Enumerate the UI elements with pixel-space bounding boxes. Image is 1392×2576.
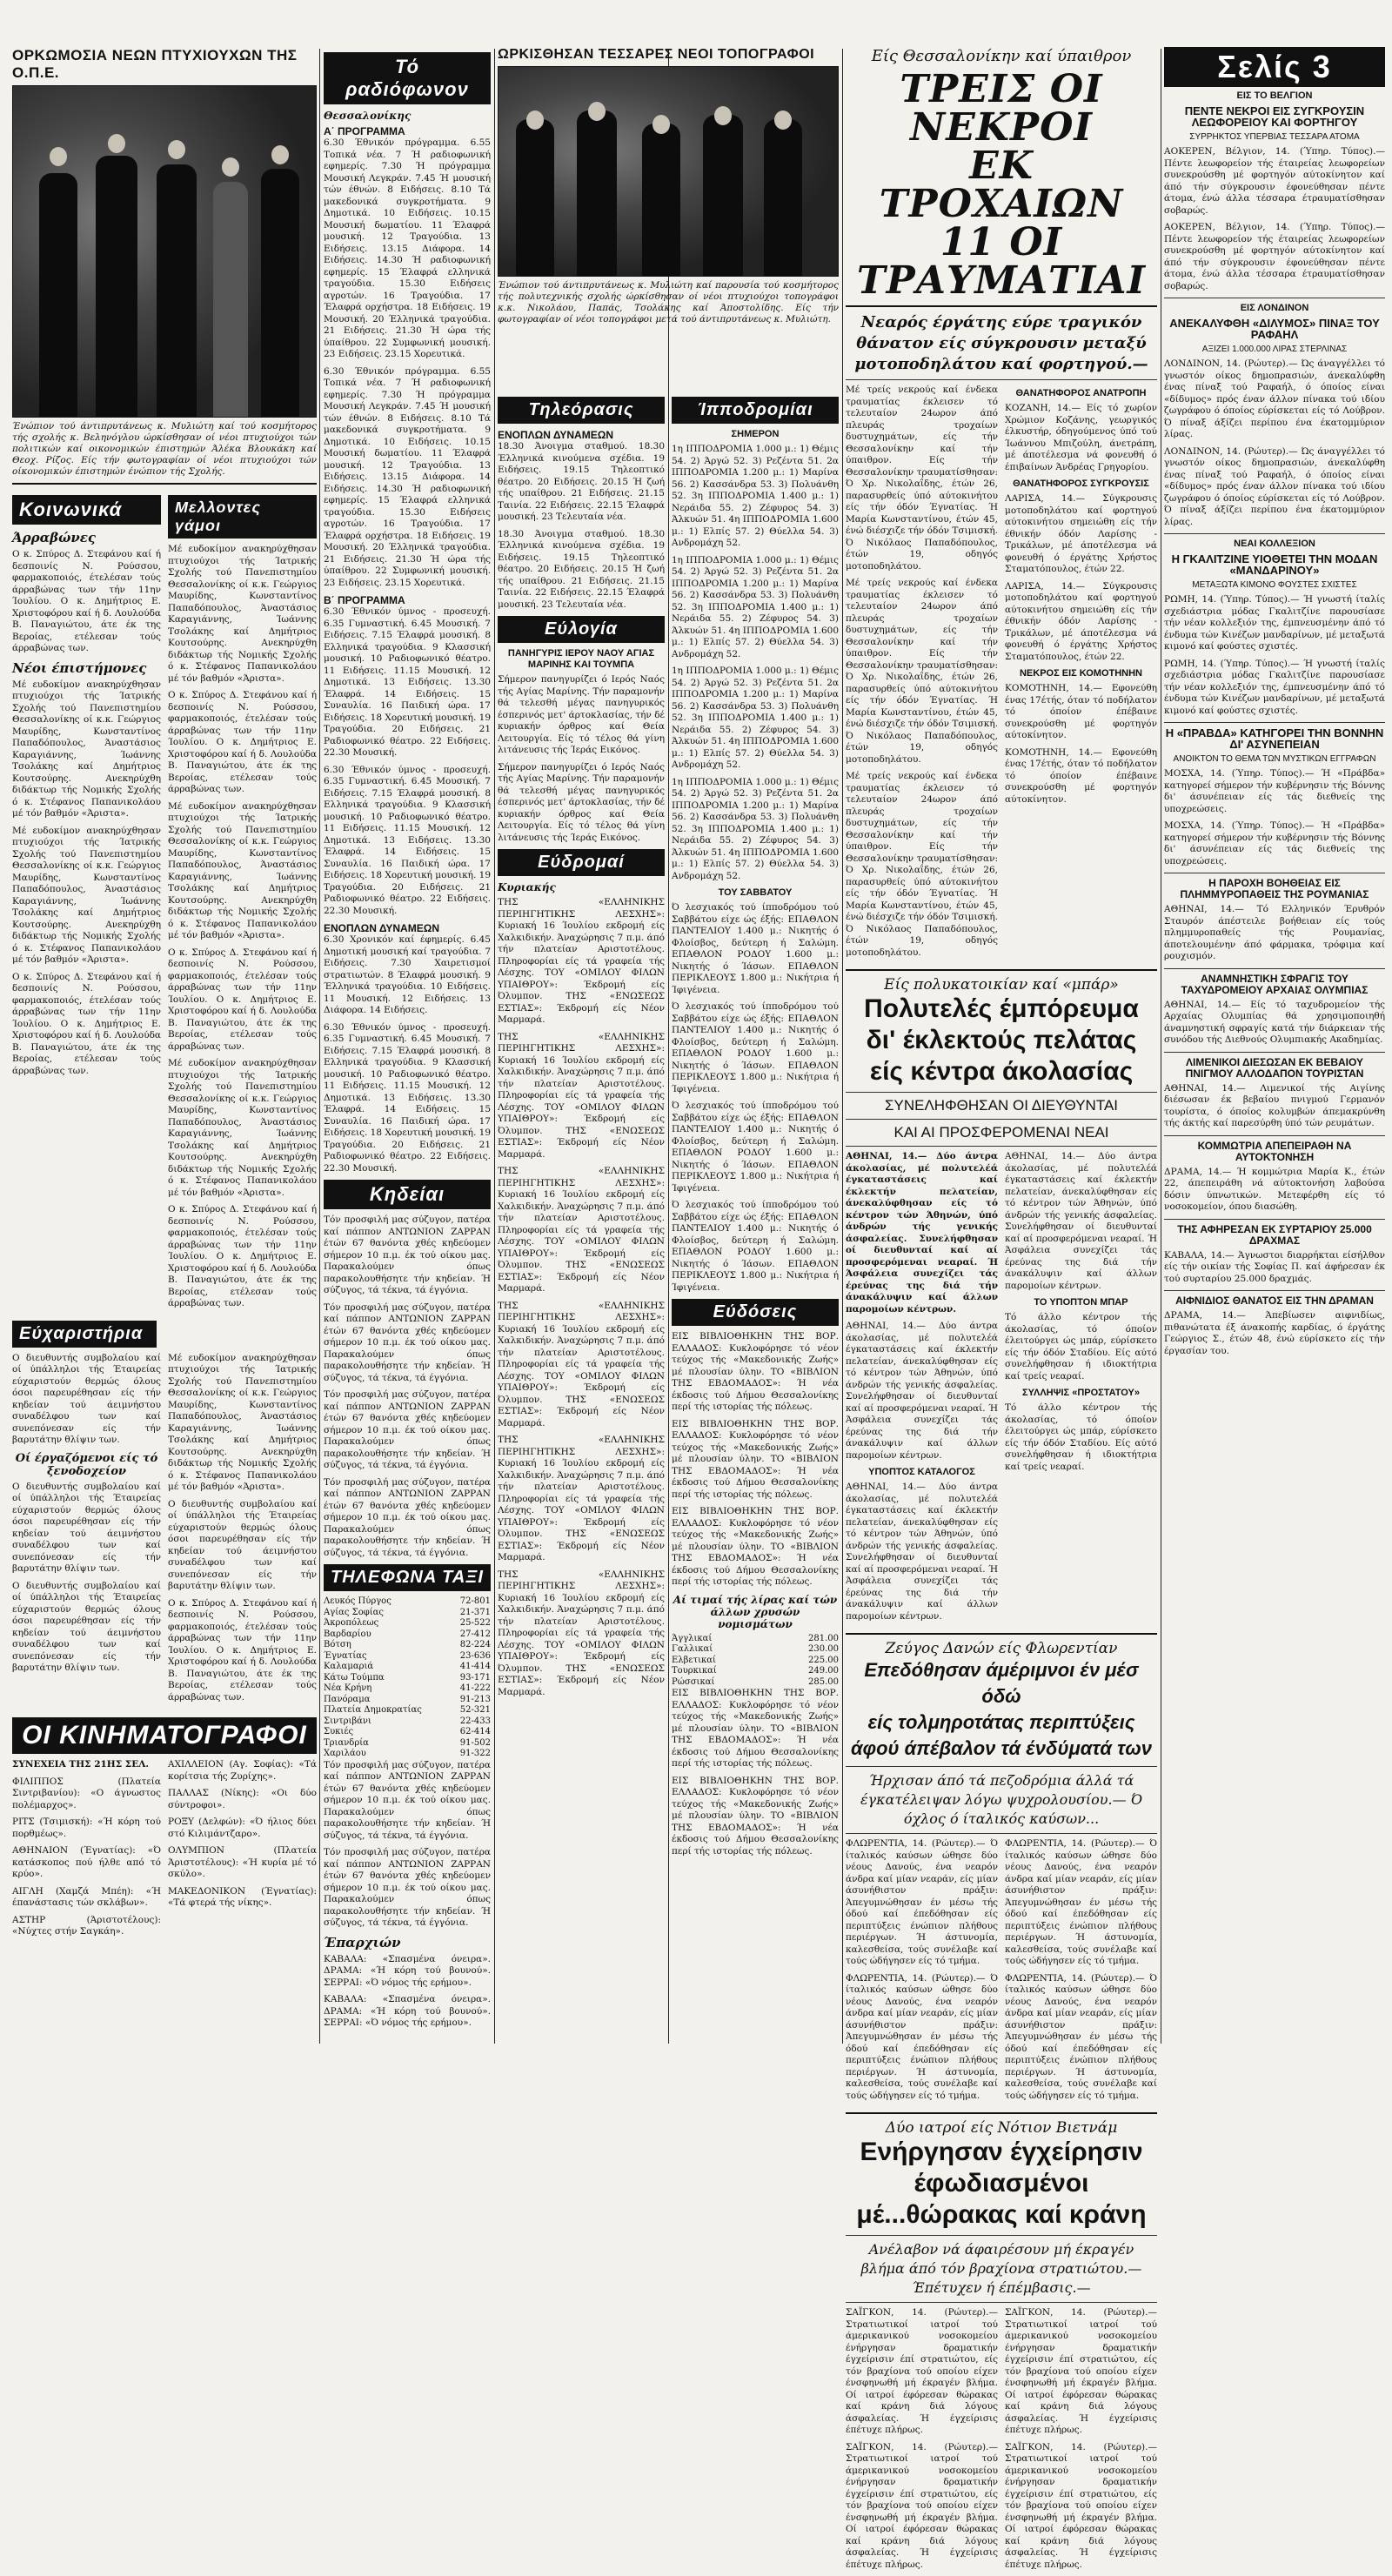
article-text: ΦΛΩΡΕΝΤΙΑ, 14. (Ρώυτερ).— Ό ίταλικός καύσων ώθησε δύο νέους Δανούς, ένα νεαρόν άνδρα καί μίαν νεαράν, είς μίαν άσυνήθιστον πράξιν: Άπεγυμνώθησαν έν μέσω τής όδού καί έπεδόθησαν είς περιπτύξεις ένώπιον πλήθους περιέργων. Ή άστυνομία, καλεσθείσα, τούς συνέλαβε καί τούς ώδήγησεν είς τό τμήμα.: [846, 1972, 998, 2101]
story-title: ΥΠΟΠΤΟΣ ΚΑΤΑΛΟΓΟΣ: [868, 1467, 975, 1477]
cinema-entry: ΦΙΛΙΠΠΟΣ (Πλατεία Σιντριβανίου): «Ο άγνωστος πολέμαρχος».: [12, 1776, 161, 1810]
story-title: ΚΟΜΜΩΤΡΙΑ ΑΠΕΠΕΙΡΑΘΗ ΝΑ ΑΥΤΟΚΤΟΝΗΣΗ: [1197, 1139, 1352, 1163]
cinema-entry: ΑΣΤΗΡ (Άριστοτέλους): «Νύχτες στήν Σαγκάη».: [12, 1914, 161, 1937]
ceremony-photo: [12, 85, 317, 418]
phone-row: [324, 1683, 491, 1695]
phone-row: [324, 1618, 491, 1629]
phone-row: [324, 1673, 491, 1684]
phone-number: 23-636: [459, 1650, 491, 1661]
story-title: ΝΕΚΡΟΣ ΕΙΣ ΚΟΜΟΤΗΝΗΝ: [1019, 668, 1143, 679]
article-text: Τό άλλο κέντρον τής άκολασίας, τό όποίον έλειτούργει ώς μπάρ, εύρίσκετο είς τήν όδόν Σταδίου. Είς αύτό συνελήφθησαν ή ιδιοκτήτρια καί τρείς νεαραί.: [1005, 1312, 1157, 1382]
headline-line: έφωδιασμένοι: [914, 2169, 1089, 2198]
column-rule: [319, 49, 320, 2044]
program-title: ΕΝΟΠΛΩΝ ΔΥΝΑΜΕΩΝ: [324, 922, 440, 934]
phone-number: 27-412: [459, 1629, 491, 1639]
phone-name: Λευκός Πύργος: [324, 1596, 392, 1606]
obituary-text: Τόν προσφιλή μας σύζυγον, πατέρα καί πάππον ΑΝΤΩΝΙΟΝ ΖΑΡΡΑΝ έτών 67 θανόντα χθές κηδεύομεν σήμερον 10 π.μ. έκ τού οίκου μας. Παρακαλούμεν όπως παρακολουθήσητε τήν κηδείαν. Ή σύζυγος, τά τέκνα, τά έγγόνια.: [324, 1476, 491, 1558]
obituary-text: Τόν προσφιλή μας σύζυγον, πατέρα καί πάππον ΑΝΤΩΝΙΟΝ ΖΑΡΡΑΝ έτών 67 θανόντα χθές κηδεύομεν σήμερον 10 π.μ. έκ τού οίκου μας. Παρακαλούμεν όπως παρακολουθήσητε τήν κηδείαν. Ή σύζυγος, τά τέκνα, τά έγγόνια.: [324, 1759, 491, 1841]
article-text: ΑΟΚΕΡΕΝ, Βέλγιον, 14. (Ύπηρ. Τύπος).— Πέντε λεωφορείον τής έταιρείας λεωφορείων συνεκρούσθη μέ φορτηγόν αύτοκίνητον καί άπό τήν σύγκρουσιν έφονεύθησαν πέντε άτομα, ένώ άλλα τέσσαρα έτραυματίσθησαν σοβαρώς.: [1164, 146, 1385, 216]
article-text: ΜΟΣΧΑ, 14. (Ύπηρ. Τύπος).— Ή «Πράβδα» κατηγορεί σήμερον τήν κυβέρνησιν τής Βόννης δι' άσυνέπειαν είς τάς διεθνείς της υποχρεώσεις.: [1164, 768, 1385, 814]
phone-number: 91-322: [459, 1749, 491, 1758]
excursion-text: ΤΗΣ «ΕΛΛΗΝΙΚΗΣ ΠΕΡΙΗΓΗΤΙΚΗΣ ΛΕΣΧΗΣ»: Κυριακή 16 Ίουλίου εκδρομή είς Χαλκιδικήν. Άναχώρησις 7 π.μ. άπό τήν πλατείαν Αριστοτέλους. Πληροφορίαι είς τά γραφεία τής Λέσχης. ΤΟΥ «ΟΜΙΛΟΥ ΦΙΛΩΝ ΥΠΑΙΘΡΟΥ»: Έκδρομή είς Όλυμπον. ΤΗΣ «ΕΝΩΣΕΩΣ ΕΣΤΙΑΣ»: Έκδρομή είς Νέον Μαρμαρά.: [498, 1031, 665, 1160]
phone-row: [324, 1738, 491, 1750]
story-subhead: Ανέλαβον νά άφαιρέσουν μή έκραγέν βλήμα άπό τόν βραχίονα στρατιώτου.— Έπέτυχεν ή έπέμβασις.—: [860, 2241, 1142, 2296]
section-banner-ekdoseis: Εύδόσεις: [672, 1299, 839, 1326]
phone-name: Νέα Κρήνη: [324, 1683, 372, 1693]
phone-number: 52-321: [459, 1705, 491, 1715]
section-banner-koinonika: Κοινωνικά: [12, 495, 161, 525]
headline-line: Επεδόθησαν άμέριμνοι έν μέσ όδώ: [864, 1659, 1139, 1707]
excursion-text: ΤΗΣ «ΕΛΛΗΝΙΚΗΣ ΠΕΡΙΗΓΗΤΙΚΗΣ ΛΕΣΧΗΣ»: Κυριακή 16 Ίουλίου εκδρομή είς Χαλκιδικήν. Άναχώρησις 7 π.μ. άπό τήν πλατείαν Αριστοτέλους. Πληροφορίαι είς τά γραφεία τής Λέσχης. ΤΟΥ «ΟΜΙΛΟΥ ΦΙΛΩΝ ΥΠΑΙΘΡΟΥ»: Έκδρομή είς Όλυμπον. ΤΗΣ «ΕΝΩΣΕΩΣ ΕΣΤΙΑΣ»: Έκδρομή είς Νέον Μαρμαρά.: [498, 1569, 665, 1697]
story-title: ΑΝΑΜΝΗΣΤΙΚΗ ΣΦΡΑΓΙΣ ΤΟΥ ΤΑΧΥΔΡΟΜΕΙΟΥ ΑΡΧΑΙΑΣ ΟΛΥΜΠΙΑΣ: [1181, 972, 1369, 996]
publication-text: ΕΙΣ ΒΙΒΛΙΟΘΗΚΗΝ ΤΗΣ ΒΟΡ. ΕΛΛΑΔΟΣ: Κυκλοφόρησε τό νέον τεύχος τής «Μακεδονικής Ζωής» μέ πλουσίαν ύλην. ΤΟ «ΒΙΒΛΙΟΝ ΤΗΣ ΕΒΔΟΜΑΔΟΣ»: Ή νέα έκδοσις τού Δήμου Θεσσαλονίκης περί τής ιστορίας τής πόλεως.: [672, 1775, 839, 1857]
coin-name: Γαλλικαί: [672, 1644, 713, 1654]
section-banner-eyxaristiria: Εύχαριστήρια: [12, 1321, 157, 1348]
headline-line: Πολυτελές έμπόρευμα: [864, 994, 1139, 1023]
phone-number: 25-522: [459, 1618, 491, 1628]
phone-name: Τριανδρία: [324, 1737, 369, 1748]
coin-name: Άγγλικαί: [672, 1633, 713, 1643]
racing-text: Ό λεσχιακός τού ίπποδρόμου τού Σαββάτου είχε ώς έξής: ΕΠΑΘΛΟΝ ΠΑΝΤΕΛΙΟΥ 1.400 μ.: Νικητής ό Φλοίσβος, δεύτερη ή Σαλώμη. ΕΠΑΘΛΟΝ ΡΟΔΟΥ 1.600 μ.: Νικητής ό Ίάσων. ΕΠΑΘΛΟΝ ΠΕΡΙΚΛΕΟΥΣ 1.800 μ.: Νικήτρια ή Ίφιγένεια.: [672, 902, 839, 995]
price-row: [672, 1634, 839, 1645]
story-title: ΑΝΕΚΑΛΥΦΘΗ «ΔΙΛΥΜΟΣ» ΠΙΝΑΞ ΤΟΥ ΡΑΦΑΗΛ: [1169, 317, 1380, 341]
column-2: [324, 47, 491, 2042]
program-text: 6.30 Έθνικόν ύμνος - προσευχή. 6.35 Γυμναστική. 6.45 Μουσική. 7 Ειδήσεις. 7.15 Έλαφρά μουσική. 8 Ελληνικά τραγούδια. 9 Κλασσική μουσική. 10 Ραδιοφωνικό θέατρο. 11 Ειδήσεις. 11.15 Μουσική. 12 Δημοτικά. 13 Ειδήσεις. 13.30 Έλαφρά. 14 Ειδήσεις. 15 Συναυλία. 16 Παιδική ώρα. 17 Ειδήσεις. 18 Χορευτική μουσική. 19 Τραγούδια. 20 Ειδήσεις. 21 Ραδιοφωνικό θέατρο. 22 Ειδήσεις. 22.30 Μουσική.: [324, 1021, 491, 1174]
phone-name: Έγνατίας: [324, 1650, 367, 1661]
coin-name: Τουρκικαί: [672, 1666, 717, 1676]
story-title: ΠΕΝΤΕ ΝΕΚΡΟΙ ΕΙΣ ΣΥΓΚΡΟΥΣΙΝ ΛΕΩΦΟΡΕΙΟΥ ΚΑΙ ΦΟΡΤΗΓΟΥ: [1184, 104, 1365, 129]
phone-row: [324, 1629, 491, 1641]
program-text: 6.30 Έθνικόν ύμνος - προσευχή. 6.35 Γυμναστική. 6.45 Μουσική. 7 Ειδήσεις. 7.15 Έλαφρά μουσική. 8 Ελληνικά τραγούδια. 9 Κλασσική μουσική. 10 Ραδιοφωνικό θέατρο. 11 Ειδήσεις. 11.15 Μουσική. 12 Δημοτικά. 13 Ειδήσεις. 13.30 Έλαφρά. 14 Ειδήσεις. 15 Συναυλία. 16 Παιδική ώρα. 17 Ειδήσεις. 18 Χορευτική μουσική. 19 Τραγούδια. 20 Ειδήσεις. 21 Ραδιοφωνικό θέατρο. 22 Ειδήσεις. 22.30 Μουσική.: [324, 764, 491, 916]
column-1: [12, 47, 317, 2042]
story-subhead: ΣΥΝΕΛΗΦΘΗΣΑΝ ΟΙ ΔΙΕΥΘΥΝΤΑΙ: [884, 1097, 1118, 1114]
phone-number: 91-502: [459, 1737, 491, 1748]
story-title: ΤΗΣ ΑΦΗΡΕΣΑΝ ΕΚ ΣΥΡΤΑΡΙΟΥ 25.000 ΔΡΑΧΜΑΣ: [1177, 1222, 1372, 1247]
coin-name: Ρώσσικαί: [672, 1676, 715, 1687]
publication-text: ΕΙΣ ΒΙΒΛΙΟΘΗΚΗΝ ΤΗΣ ΒΟΡ. ΕΛΛΑΔΟΣ: Κυκλοφόρησε τό νέον τεύχος τής «Μακεδονικής Ζωής» μέ πλουσίαν ύλην. ΤΟ «ΒΙΒΛΙΟΝ ΤΗΣ ΕΒΔΟΜΑΔΟΣ»: Ή νέα έκδοσις τού Δήμου Θεσσαλονίκης περί τής ιστορίας τής πόλεως.: [672, 1331, 839, 1412]
gold-price-table: [672, 1634, 839, 1689]
excursion-text: ΤΗΣ «ΕΛΛΗΝΙΚΗΣ ΠΕΡΙΗΓΗΤΙΚΗΣ ΛΕΣΧΗΣ»: Κυριακή 16 Ίουλίου εκδρομή είς Χαλκιδικήν. Άναχώρησις 7 π.μ. άπό τήν πλατείαν Αριστοτέλους. Πληροφορίαι είς τά γραφεία τής Λέσχης. ΤΟΥ «ΟΜΙΛΟΥ ΦΙΛΩΝ ΥΠΑΙΘΡΟΥ»: Έκδρομή είς Όλυμπον. ΤΗΣ «ΕΝΩΣΕΩΣ ΕΣΤΙΑΣ»: Έκδρομή είς Νέον Μαρμαρά.: [498, 1166, 665, 1294]
article-text: Ο κ. Σπύρος Δ. Στεφάνου καί ή δεσποινίς Ν. Ρούσσου, φαρμακοποιός, έτελέσαν τούς άρραβώνας των τήν 11ην Ίουλίου. Ο κ. Δημήτριος Ε. Χριστοφόρου καί ή δ. Λουλούδα Β. Παναγιώτου, άτε έκ της Βεροίας, ετέλεσαν τούς άρραβώνας των.: [12, 971, 161, 1076]
article-text: ΛΟΝΔΙΝΟΝ, 14. (Ρώυτερ).— Ώς άναγγέλλει τό γνωστόν οίκος δημοπρασιών, άνεκαλύφθη ένας πίναξ τού Ραφαήλ, ό όποίος είναι «δίδυμος» πρός έναν άλλον πίνακα τού ιδίου ζωγράφου ό όποίος εύρίσκεται είς τό Λούβρον. Ό πίναξ άξίζει περίπου ένα έκατομμύριον λίρας.: [1164, 445, 1385, 527]
headline-line: ΤΡΕΙΣ ΟΙ ΝΕΚΡΟΙ: [900, 67, 1103, 150]
article-text: ΦΛΩΡΕΝΤΙΑ, 14. (Ρώυτερ).— Ό ίταλικός καύσων ώθησε δύο νέους Δανούς, ένα νεαρόν άνδρα καί μίαν νεαράν, είς μίαν άσυνήθιστον πράξιν: Άπεγυμνώθησαν έν μέσω τής όδού καί έπεδόθησαν είς περιπτύξεις ένώπιον πλήθους περιέργων. Ή άστυνομία, καλεσθείσα, τούς συνέλαβε καί τούς ώδήγησεν είς τό τμήμα.: [846, 1838, 998, 1966]
story-title: Η ΠΑΡΟΧΗ ΒΟΗΘΕΙΑΣ ΕΙΣ ΠΛΗΜΜΥΡΟΠΑΘΕΙΣ ΤΗΣ ΡΟΥΜΑΝΙΑΣ: [1180, 877, 1369, 900]
column-4: [672, 391, 839, 2042]
article-text: Μέ ευδοκίμον ανακηρύχθησαν πτυχιούχοι τής Ίατρικής Σχολής τού Πανεπιστημίου Θεσσαλονίκης οί κ.κ. Γεώργιος Μαυρίδης, Κωνσταντίνος Παπαδόπουλος, Άναστάσιος Καραγιάννης, Ίωάννης Τσολάκης καί Δημήτριος Κουτσούρης. Ανεκηρύχθη διδάκτωρ τής Νομικής Σχολής ό κ. Στέφανος Παπανικολάου μέ τόν βαθμόν «Άριστα».: [12, 825, 161, 965]
article-text: ΑΘΗΝΑΙ, 14.— Είς τό ταχυδρομείον τής Αρχαίας Ολυμπίας θά χρησιμοποιηθή άναμνηστική σφραγίς κατά τήν διάρκειαν τής συνόδου τής Διεθνούς Ολυμπιακής Ακαδημίας.: [1164, 999, 1385, 1045]
phone-row: [324, 1749, 491, 1760]
church-text: Σήμερον πανηγυρίζει ό Ιερός Ναός τής Αγίας Μαρίνης. Τήν παραμονήν θά τελεσθή μέγας πανηγυρικός έσπερινός μετ' άρτοκλασίας, τήν δέ κυριακήν όρθρος καί Θεία Λειτουργία. Είς τό τέλος θά γίνη λιτάνευσις τής Ίεράς Εικόνος.: [498, 674, 665, 755]
article-text: ΚΟΜΟΤΗΝΗ, 14.— Εφονεύθη ένας 17έτής, όταν τό ποδήλατον τό όποίον έπέβαινε συνεκρούσθη μέ φορτηγόν αύτοκίνητον.: [1005, 746, 1157, 805]
publication-text: ΕΙΣ ΒΙΒΛΙΟΘΗΚΗΝ ΤΗΣ ΒΟΡ. ΕΛΛΑΔΟΣ: Κυκλοφόρησε τό νέον τεύχος τής «Μακεδονικής Ζωής» μέ πλουσίαν ύλην. ΤΟ «ΒΙΒΛΙΟΝ ΤΗΣ ΕΒΔΟΜΑΔΟΣ»: Ή νέα έκδοσις τού Δήμου Θεσσαλονίκης περί τής ιστορίας τής πόλεως.: [672, 1688, 839, 1769]
column-3-lower: [498, 391, 665, 2042]
section-subtitle: Θεσσαλονίκης: [324, 110, 412, 122]
article-text: ΚΑΒΑΛΑ: «Σπασμένα όνειρα». ΔΡΑΜΑ: «Ή κόρη τού βουνού». ΣΕΡΡΑΙ: «Ό νόμος τής ερήμου».: [324, 1994, 491, 2028]
article-text: ΑΘΗΝΑΙ, 14.— Δύο άντρα άκολασίας, μέ πολυτελέά έγκαταστάσεις καί έκλεκτήν πελατείαν, άνεκαλύφθησαν είς τό κέντρον τών Άθηνών, ύπό άνδρών τής γενικής άσφαλείας. Συνελήφθησαν οί διευθυνταί καί αί προσφερόμεναι νεαραί. Ή Άσφάλεια συνεχίζει τάς έρεύνας της διά τήν άνακάλυψιν καί άλλων παρομοίων κέντρων.: [846, 1151, 998, 1315]
price-row: [672, 1677, 839, 1689]
program-text: 6.30 Έθνικόν πρόγραμμα. 6.55 Τοπικά νέα. 7 Ή ραδιοφωνική εφημερίς. 7.30 Ή πρόγραμμα Μουσική Λεγκράν. 7.45 Ή μουσική τών έθνών. 8 Ειδήσεις. 8.10 Τά μακεδονικά συγκροτήματα. 9 Δημοτικά. 10 Ειδήσεις. 10.15 Μουσική δωματίου. 11 Έλαφρά μουσική. 12 Τραγούδια. 13 Ειδήσεις. 13.15 Διάφορα. 14 Ειδήσεις. 14.30 Ή ραδιοφωνική εφημερίς. 15 Έλαφρά ελληνικά τραγούδια. 15.30 Ειδήσεις αγροτών. 16 Τραγούδια. 17 Έλαφρά ορχήστρα. 18 Ειδήσεις. 19 Μουσική. 20 Έλληνικά τραγούδια. 21 Ειδήσεις. 21.30 Ή ώρα τής ύπαίθρου. 22 Συμφωνική μουσική. 23 Ειδήσεις. 23.15 Χορευτικά.: [324, 365, 491, 588]
cinema-entry: ΡΙΤΣ (Τσιμισκή): «Ή κόρη τού πορθμέως».: [12, 1817, 161, 1839]
article-text: ΑΘΗΝΑΙ, 14.— Δύο άντρα άκολασίας, μέ πολυτελέά έγκαταστάσεις καί έκλεκτήν πελατείαν, άνεκαλύφθησαν είς τό κέντρον τών Άθηνών, ύπό άνδρών τής γενικής άσφαλείας. Συνελήφθησαν οί διευθυνταί καί αί προσφερόμεναι νεαραί. Ή Άσφάλεια συνεχίζει τάς έρεύνας της διά τήν άνακάλυψιν καί άλλων παρομοίων κέντρων.: [846, 1482, 998, 1622]
article-text: ΡΩΜΗ, 14. (Ύπηρ. Τύπος).— Ή γνωστή ίταλίς σχεδιάστρια μόδας Γκαλιτζίνε παρουσίασε τήν νέαν κολλεξιόν της, έμπνευσμένην άπό τό ένδυμα τών Κινέζων μανδαρίνων, μέ μεταξωτά κιμονό καί φούστες σχιστές.: [1164, 658, 1385, 716]
article-text: ΚΟΜΟΤΗΝΗ, 14.— Εφονεύθη ένας 17έτής, όταν τό ποδήλατον τό όποίον έπέβαινε συνεκρούσθη μέ φορτηγόν αύτοκίνητον.: [1005, 683, 1157, 740]
excursion-text: ΤΗΣ «ΕΛΛΗΝΙΚΗΣ ΠΕΡΙΗΓΗΤΙΚΗΣ ΛΕΣΧΗΣ»: Κυριακή 16 Ίουλίου εκδρομή είς Χαλκιδικήν. Άναχώρησις 7 π.μ. άπό τήν πλατείαν Αριστοτέλους. Πληροφορίαι είς τά γραφεία τής Λέσχης. ΤΟΥ «ΟΜΙΛΟΥ ΦΙΛΩΝ ΥΠΑΙΘΡΟΥ»: Έκδρομή είς Όλυμπον. ΤΗΣ «ΕΝΩΣΕΩΣ ΕΣΤΙΑΣ»: Έκδρομή είς Νέον Μαρμαρά.: [498, 1300, 665, 1429]
tv-subtitle: ΕΝΟΠΛΩΝ ΔΥΝΑΜΕΩΝ: [498, 429, 614, 441]
racing-text: 1η ΙΠΠΟΔΡΟΜΙΑ 1.000 μ.: 1) Θέμις 54. 2) Άργώ 52. 3) Ρεζέντα 51. 2α ΙΠΠΟΔΡΟΜΙΑ 1.200 μ.: 1) Μαρίνα 56. 2) Κασσάνδρα 53. 3) Πολυάνθη 52. 3η ΙΠΠΟΔΡΟΜΙΑ 1.400 μ.: 1) Νεράιδα 55. 2) Ζέφυρος 54. 3) Άλκυών 51. 4η ΙΠΠΟΔΡΟΜΙΑ 1.600 μ.: 1) Ελπίς 57. 2) Θύελλα 54. 3) Ανδρομάχη 52.: [672, 444, 840, 548]
phone-name: Κάτω Τούμπα: [324, 1672, 385, 1683]
story-title: Η ΓΚΑΛΙΤΖΙΝΕ ΥΙΟΘΕΤΕΙ ΤΗΝ ΜΟΔΑΝ «ΜΑΝΔΑΡΙΝΟΥ»: [1171, 552, 1378, 577]
story-kicker: ΕΙΣ ΛΟΝΔΙΝΟΝ: [1240, 303, 1309, 313]
story-subhead: Νεαρός έργάτης εύρε τραγικόν θάνατον είς σύγκρουσιν μεταξύ μοτοποδηλάτου καί φορτηγού.—: [854, 313, 1148, 373]
article-text: Ο διευθυντής συμβολαίου καί οί ύπάλληλοι τής Έταιρείας εύχαριστούν θερμώς όλους όσοι παρευρέθησαν είς τήν κηδείαν τού άειμνήστου συναδέλφου των καί συνεπόνεσαν είς τήν βαρυτάτην θλίψιν των.: [12, 1580, 161, 1673]
cinema-entry: ΑΙΓΛΗ (Χαμζά Μπέη): «Ή έπανάστασις τών σκλάβων».: [12, 1885, 161, 1908]
topographers-photo: [498, 66, 839, 277]
article-text: ΔΡΑΜΑ, 14.— Άπεβίωσεν αιφνιδίως, πιθανώτατα έξ άνακοπής καρδίας, ό έργάτης Γεώργιος Σ., έτών 48, ένώ εύρίσκετο είς τήν έργασίαν του.: [1164, 1310, 1385, 1356]
racing-text: Ό λεσχιακός τού ίπποδρόμου τού Σαββάτου είχε ώς έξής: ΕΠΑΘΛΟΝ ΠΑΝΤΕΛΙΟΥ 1.400 μ.: Νικητής ό Φλοίσβος, δεύτερη ή Σαλώμη. ΕΠΑΘΛΟΝ ΡΟΔΟΥ 1.600 μ.: Νικητής ό Ίάσων. ΕΠΑΘΛΟΝ ΠΕΡΙΚΛΕΟΥΣ 1.800 μ.: Νικήτρια ή Ίφιγένεια.: [672, 1200, 839, 1293]
racing-text: Ό λεσχιακός τού ίπποδρόμου τού Σαββάτου είχε ώς έξής: ΕΠΑΘΛΟΝ ΠΑΝΤΕΛΙΟΥ 1.400 μ.: Νικητής ό Φλοίσβος, δεύτερη ή Σαλώμη. ΕΠΑΘΛΟΝ ΡΟΔΟΥ 1.600 μ.: Νικητής ό Ίάσων. ΕΠΑΘΛΟΝ ΠΕΡΙΚΛΕΟΥΣ 1.800 μ.: Νικήτρια ή Ίφιγένεια.: [672, 1001, 839, 1094]
phone-number: 21-371: [459, 1607, 491, 1617]
story-title: ΣΥΛΛΗΨΙΣ «ΠΡΟΣΤΑΤΟΥ»: [1022, 1388, 1140, 1398]
coin-price: 225.00: [808, 1655, 839, 1665]
phone-number: 41-222: [459, 1683, 491, 1693]
phone-number: 62-414: [459, 1727, 491, 1736]
headline-line: άφού άπέβαλον τά ένδύματά των: [850, 1737, 1153, 1759]
coin-price: 230.00: [808, 1644, 839, 1654]
coin-price: 285.00: [808, 1676, 839, 1687]
article-text: Ο κ. Σπύρος Δ. Στεφάνου καί ή δεσποινίς Ν. Ρούσσου, φαρμακοποιός, έτελέσαν τούς άρραβώνας των τήν 11ην Ίουλίου. Ο κ. Δημήτριος Ε. Χριστοφόρου καί ή δ. Λουλούδα Β. Παναγιώτου, άτε έκ της Βεροίας, ετέλεσαν τούς άρραβώνας των.: [168, 1204, 317, 1308]
phone-row: [324, 1716, 491, 1728]
photo-caption: Ένώπιον τού άντιπρυτάνεως κ. Μυλιώτη καί παρουσία τού κοσμήτορος τής πολυτεχνικής σχολής ώρκίσθησαν οί νέοι πτυχιούχοι τοπογράφοι κ.κ. Νικολάου, Παπάς, Τσολάκης καί Άποστολίδης. Είς τήν φωτογραφίαν οί νέοι τοπογράφοι μετά τού άντιπρυτάνεως κ. Μυλιώτη.: [498, 280, 839, 325]
section-banner-eiulogia: Εύλογία: [498, 616, 665, 643]
phone-name: Βαρδαρίου: [324, 1629, 371, 1639]
program-text: 6.30 Χρονικόν καί έφημερίς. 6.45 Δημοτική μουσική καί τραγούδια. 7 Ειδήσεις. 7.30 Χαιρετισμοί στρατιωτών. 8 Έλαφρά μουσική. 9 Έλληνικά τραγούδια. 10 Ειδήσεις. 11 Μουσική. 12 Ειδήσεις. 13 Διάφορα. 14 Ειδήσεις.: [324, 934, 491, 1015]
tv-text: 18.30 Άνοιγμα σταθμού. 18.30 Έλληνικά κινούμενα σχέδια. 19 Ειδήσεις. 19.15 Τηλεοπτικό θέατρο. 20 Ειδήσεις. 20.15 Ή ζωή τής υπαίθρου. 21 Ειδήσεις. 21.15 Ταινία. 22 Ειδήσεις. 22.15 Έλαφρά μουσική. 23 Τελευταία νέα.: [498, 441, 665, 522]
program-text: 6.30 Έθνικόν ύμνος - προσευχή. 6.35 Γυμναστική. 6.45 Μουσική. 7 Ειδήσεις. 7.15 Έλαφρά μουσική. 8 Ελληνικά τραγούδια. 9 Κλασσική μουσική. 10 Ραδιοφωνικό θέατρο. 11 Ειδήσεις. 11.15 Μουσική. 12 Δημοτικά. 13 Ειδήσεις. 13.30 Έλαφρά. 14 Ειδήσεις. 15 Συναυλία. 16 Παιδική ώρα. 17 Ειδήσεις. 18 Χορευτική μουσική. 19 Τραγούδια. 20 Ειδήσεις. 21 Ραδιοφωνικό θέατρο. 22 Ειδήσεις. 22.30 Μουσική.: [324, 606, 491, 758]
column-6: [1164, 47, 1385, 2042]
phone-row: [324, 1596, 491, 1608]
phone-name: Καλαμαριά: [324, 1662, 374, 1671]
gold-prices-title: Αί τιμαί τής λίρας καί τών άλλων χρυσών νομισμάτων: [673, 1593, 838, 1630]
phone-number: 93-171: [459, 1672, 491, 1683]
obituary-text: Τόν προσφιλή μας σύζυγον, πατέρα καί πάππον ΑΝΤΩΝΙΟΝ ΖΑΡΡΑΝ έτών 67 θανόντα χθές κηδεύομεν σήμερον 10 π.μ. έκ τού οίκου μας. Παρακαλούμεν όπως παρακολουθήσητε τήν κηδείαν. Ή σύζυγος, τά τέκνα, τά έγγόνια.: [324, 1301, 491, 1383]
church-text: Σήμερον πανηγυρίζει ό Ιερός Ναός τής Αγίας Μαρίνης. Τήν παραμονήν θά τελεσθή μέγας πανηγυρικός έσπερινός μετ' άρτοκλασίας, τήν δέ κυριακήν όρθρος καί Θεία Λειτουργία. Είς τό τέλος θά γίνη λιτάνευσις τής Ίεράς Εικόνος.: [498, 761, 665, 843]
section-subtitle: Άρραβώνες: [12, 530, 97, 545]
phone-name: Βότση: [324, 1640, 351, 1649]
tv-text: 18.30 Άνοιγμα σταθμού. 18.30 Έλληνικά κινούμενα σχέδια. 19 Ειδήσεις. 19.15 Τηλεοπτικό θέατρο. 20 Ειδήσεις. 20.15 Ή ζωή τής υπαίθρου. 21 Ειδήσεις. 21.15 Ταινία. 22 Ειδήσεις. 22.15 Έλαφρά μουσική. 23 Τελευταία νέα.: [498, 528, 665, 610]
article-text: Μέ ευδοκίμον ανακηρύχθησαν πτυχιούχοι τής Ίατρικής Σχολής τού Πανεπιστημίου Θεσσαλονίκης οί κ.κ. Γεώργιος Μαυρίδης, Κωνσταντίνος Παπαδόπουλος, Άναστάσιος Καραγιάννης, Ίωάννης Τσολάκης καί Δημήτριος Κουτσούρης. Ανεκηρύχθη διδάκτωρ τής Νομικής Σχολής ό κ. Στέφανος Παπανικολάου μέ τόν βαθμόν «Άριστα».: [168, 544, 317, 684]
page-number-label: Σελίς 3: [1164, 47, 1385, 87]
story-subtitle: ΑΞΙΖΕΙ 1.000.000 ΛΙΡΑΣ ΣΤΕΡΛΙΝΑΣ: [1201, 345, 1348, 354]
phone-row: [324, 1662, 491, 1673]
phone-name: Σιντριβάνι: [324, 1716, 371, 1726]
program-text: 6.30 Έθνικόν πρόγραμμα. 6.55 Τοπικά νέα. 7 Ή ραδιοφωνική εφημερίς. 7.30 Ή πρόγραμμα Μουσική Λεγκράν. 7.45 Ή μουσική τών έθνών. 8 Ειδήσεις. 8.10 Τά μακεδονικά συγκροτήματα. 9 Δημοτικά. 10 Ειδήσεις. 10.15 Μουσική δωματίου. 11 Έλαφρά μουσική. 12 Τραγούδια. 13 Ειδήσεις. 13.15 Διάφορα. 14 Ειδήσεις. 14.30 Ή ραδιοφωνική εφημερίς. 15 Έλαφρά ελληνικά τραγούδια. 15.30 Ειδήσεις αγροτών. 16 Τραγούδια. 17 Έλαφρά ορχήστρα. 18 Ειδήσεις. 19 Μουσική. 20 Έλληνικά τραγούδια. 21 Ειδήσεις. 21.30 Ή ώρα τής ύπαίθρου. 22 Συμφωνική μουσική. 23 Ειδήσεις. 23.15 Χορευτικά.: [324, 137, 491, 359]
article-text: Μέ τρείς νεκρούς καί ένδεκα τραυματίας έκλεισεν τό τελευταίον 24ωρον άπό πλευράς τροχαίων δυστυχημάτων, είς τήν Θεσσαλονίκην καί τήν ύπαιθρον. Είς τήν Θεσσαλονίκην τραυματίσθησαν: Ό Χρ. Νικολαΐδης, έτών 26, παρασυρθείς ύπό αύτοκινήτου είς τήν όδόν Έγνατίας. Ή Μαρία Κωνσταντίνου, έτών 45, ένώ διέσχιζε τήν όδόν Τσιμισκή. Ό Νικόλαος Παπαδόπουλος, έτών 19, οδηγός μοτοποδηλάτου.: [846, 578, 998, 765]
headline-line: ΕΚ ΤΡΟΧΑΙΩΝ: [879, 144, 1124, 226]
cinema-entry: ΜΑΚΕΔΟΝΙΚΟΝ (Έγνατίας): «Τά φτερά τής νίκης».: [168, 1885, 317, 1908]
story-title: ΘΑΝΑΤΗΦΟΡΟΣ ΣΥΓΚΡΟΥΣΙΣ: [1013, 478, 1149, 489]
story-kicker: Είς πολυκατοικίαν καί «μπάρ»: [884, 976, 1119, 994]
excursion-text: ΤΗΣ «ΕΛΛΗΝΙΚΗΣ ΠΕΡΙΗΓΗΤΙΚΗΣ ΛΕΣΧΗΣ»: Κυριακή 16 Ίουλίου εκδρομή είς Χαλκιδικήν. Άναχώρησις 7 π.μ. άπό τήν πλατείαν Αριστοτέλους. Πληροφορίαι είς τά γραφεία τής Λέσχης. ΤΟΥ «ΟΜΙΛΟΥ ΦΙΛΩΝ ΥΠΑΙΘΡΟΥ»: Έκδρομή είς Όλυμπον. ΤΗΣ «ΕΝΩΣΕΩΣ ΕΣΤΙΑΣ»: Έκδρομή είς Νέον Μαρμαρά.: [498, 897, 665, 1025]
phone-number: 41-414: [459, 1662, 491, 1671]
phone-row: [324, 1608, 491, 1619]
article-text: ΣΑΪΓΚΟΝ, 14. (Ρώυτερ).— Στρατιωτικοί ιατροί τού άμερικανικού νοσοκομείου ένήργησαν δραματικήν έγχείρισιν έπί στρατιώτου, είς τόν βραχίονα τού οποίου είχεν ένσφηνωθή μή έκραγέν βλήμα. Οί ιατροί έφόρεσαν θώρακας καί κράνη διά λόγους άσφαλείας. Ή έγχείρισις έπέτυχε πλήρως.: [1005, 2307, 1157, 2435]
story-subtitle: ΜΕΤΑΞΩΤΑ ΚΙΜΟΝΟ ΦΟΥΣΤΕΣ ΣΧΙΣΤΕΣ: [1192, 580, 1357, 590]
story-subtitle: ΣΥΡΡΗΚΤΟΣ ΥΠΕΡΒΙΑΣ ΤΕΣΣΑΡΑ ΑΤΟΜΑ: [1189, 132, 1360, 142]
story-subtitle: ΑΝΟΙΚΤΟΝ ΤΟ ΘΕΜΑ ΤΩΝ ΜΥΣΤΙΚΩΝ ΕΓΓΡΑΦΩΝ: [1173, 754, 1376, 764]
obituary-text: Τόν προσφιλή μας σύζυγον, πατέρα καί πάππον ΑΝΤΩΝΙΟΝ ΖΑΡΡΑΝ έτών 67 θανόντα χθές κηδεύομεν σήμερον 10 π.μ. έκ τού οίκου μας. Παρακαλούμεν όπως παρακολουθήσητε τήν κηδείαν. Ή σύζυγος, τά τέκνα, τά έγγόνια.: [324, 1214, 491, 1295]
section-subtitle: Κυριακής: [498, 881, 556, 893]
taxi-phone-table: [324, 1596, 491, 1760]
section-banner-television: Τηλεόρασις: [498, 397, 665, 424]
obituary-text: Τόν προσφιλή μας σύζυγον, πατέρα καί πάππον ΑΝΤΩΝΙΟΝ ΖΑΡΡΑΝ έτών 67 θανόντα χθές κηδεύομεν σήμερον 10 π.μ. έκ τού οίκου μας. Παρακαλούμεν όπως παρακολουθήσητε τήν κηδείαν. Ή σύζυγος, τά τέκνα, τά έγγόνια.: [324, 1389, 491, 1470]
article-text: ΦΛΩΡΕΝΤΙΑ, 14. (Ρώυτερ).— Ό ίταλικός καύσων ώθησε δύο νέους Δανούς, ένα νεαρόν άνδρα καί μίαν νεαράν, είς μίαν άσυνήθιστον πράξιν: Άπεγυμνώθησαν έν μέσω τής όδού καί έπεδόθησαν είς περιπτύξεις ένώπιον πλήθους περιέργων. Ή άστυνομία, καλεσθείσα, τούς συνέλαβε καί τούς ώδήγησεν είς τό τμήμα.: [1005, 1838, 1157, 1966]
column-rule: [842, 49, 843, 2044]
article-text: ΑΘΗΝΑΙ, 14.— Δύο άντρα άκολασίας, μέ πολυτελέά έγκαταστάσεις καί έκλεκτήν πελατείαν, άνεκαλύφθησαν είς τό κέντρον τών Άθηνών, ύπό άνδρών τής γενικής άσφαλείας. Συνελήφθησαν οί διευθυνταί καί αί προσφερόμεναι νεαραί. Ή Άσφάλεια συνεχίζει τάς έρεύνας της διά τήν άνακάλυψιν καί άλλων παρομοίων κέντρων.: [1005, 1151, 1157, 1291]
article-text: Ο κ. Σπύρος Δ. Στεφάνου καί ή δεσποινίς Ν. Ρούσσου, φαρμακοποιός, έτελέσαν τούς άρραβώνας των τήν 11ην Ίουλίου. Ο κ. Δημήτριος Ε. Χριστοφόρου καί ή δ. Λουλούδα Β. Παναγιώτου, άτε έκ της Βεροίας, ετέλεσαν τούς άρραβώνας των.: [168, 1597, 317, 1703]
article-text: Ο κ. Σπύρος Δ. Στεφάνου καί ή δεσποινίς Ν. Ρούσσου, φαρμακοποιός, έτελέσαν τούς άρραβώνας των τήν 11ην Ίουλίου. Ο κ. Δημήτριος Ε. Χριστοφόρου καί ή δ. Λουλούδα Β. Παναγιώτου, άτε έκ της Βεροίας, ετέλεσαν τούς άρραβώνας των.: [168, 947, 317, 1052]
article-text: Μέ τρείς νεκρούς καί ένδεκα τραυματίας έκλεισεν τό τελευταίον 24ωρον άπό πλευράς τροχαίων δυστυχημάτων, είς τήν Θεσσαλονίκην καί τήν ύπαιθρον. Είς τήν Θεσσαλονίκην τραυματίσθησαν: Ό Χρ. Νικολαΐδης, έτών 26, παρασυρθείς ύπό αύτοκινήτου είς τήν όδόν Έγνατίας. Ή Μαρία Κωνσταντίνου, έτών 45, ένώ διέσχιζε τήν όδόν Τσιμισκή. Ό Νικόλαος Παπαδόπουλος, έτών 19, οδηγός μοτοποδηλάτου.: [846, 385, 998, 572]
article-text: ΑΘΗΝΑΙ, 14.— Δύο άντρα άκολασίας, μέ πολυτελέά έγκαταστάσεις καί έκλεκτήν πελατείαν, άνεκαλύφθησαν είς τό κέντρον τών Άθηνών, ύπό άνδρών τής γενικής άσφαλείας. Συνελήφθησαν οί διευθυνταί καί αί προσφερόμεναι νεαραί. Ή Άσφάλεια συνεχίζει τάς έρεύνας της διά τήν άνακάλυψιν καί άλλων παρομοίων κέντρων.: [846, 1321, 998, 1461]
racing-text: 1η ΙΠΠΟΔΡΟΜΙΑ 1.000 μ.: 1) Θέμις 54. 2) Άργώ 52. 3) Ρεζέντα 51. 2α ΙΠΠΟΔΡΟΜΙΑ 1.200 μ.: 1) Μαρίνα 56. 2) Κασσάνδρα 53. 3) Πολυάνθη 52. 3η ΙΠΠΟΔΡΟΜΙΑ 1.400 μ.: 1) Νεράιδα 55. 2) Ζέφυρος 54. 3) Άλκυών 51. 4η ΙΠΠΟΔΡΟΜΙΑ 1.600 μ.: 1) Ελπίς 57. 2) Θύελλα 54. 3) Ανδρομάχη 52.: [672, 776, 840, 881]
article-text: Ο κ. Σπύρος Δ. Στεφάνου καί ή δεσποινίς Ν. Ρούσσου, φαρμακοποιός, έτελέσαν τούς άρραβώνας των τήν 11ην Ίουλίου. Ο κ. Δημήτριος Ε. Χριστοφόρου καί ή δ. Λουλούδα Β. Παναγιώτου, άτε έκ της Βεροίας, ετέλεσαν τούς άρραβώνας των.: [12, 549, 161, 653]
headline-2: [846, 994, 1157, 1087]
program-title: Β΄ ΠΡΟΓΡΑΜΜΑ: [324, 594, 405, 606]
cinema-entry: ΠΑΛΛΑΣ (Νίκης): «Οι δύο σύντροφοι».: [168, 1788, 317, 1810]
article-text: Τό άλλο κέντρον τής άκολασίας, τό όποίον έλειτούργει ώς μπάρ, εύρίσκετο είς τήν όδόν Σταδίου. Είς αύτό συνελήφθησαν ή ιδιοκτήτρια καί τρείς νεαραί.: [1005, 1402, 1157, 1472]
phone-row: [324, 1640, 491, 1651]
article-text: ΑΘΗΝΑΙ, 14.— Λιμενικοί τής Αιγίνης διέσωσαν έκ βεβαίου πνιγμού Γερμανόν τουρίστα, ό όποίος κολυμβών άπεμακρύνθη τής άκτής καί παρεσύρθη ύπό τών ρευμάτων.: [1164, 1082, 1385, 1128]
article-text: Μέ ευδοκίμον ανακηρύχθησαν πτυχιούχοι τής Ίατρικής Σχολής τού Πανεπιστημίου Θεσσαλονίκης οί κ.κ. Γεώργιος Μαυρίδης, Κωνσταντίνος Παπαδόπουλος, Άναστάσιος Καραγιάννης, Ίωάννης Τσολάκης καί Δημήτριος Κουτσούρης. Ανεκηρύχθη διδάκτωρ τής Νομικής Σχολής ό κ. Στέφανος Παπανικολάου μέ τόν βαθμόν «Άριστα».: [12, 679, 161, 819]
story-title: ΘΑΝΑΤΗΦΟΡΟΣ ΑΝΑΤΡΟΠΗ: [1015, 388, 1147, 398]
article-text: ΜΟΣΧΑ, 14. (Ύπηρ. Τύπος).— Ή «Πράβδα» κατηγορεί σήμερον τήν κυβέρνησιν τής Βόννης δι' άσυνέπειαν είς τάς διεθνείς της υποχρεώσεις.: [1164, 820, 1385, 866]
phone-number: 82-224: [459, 1640, 491, 1649]
phone-name: Πλατεία Δημοκρατίας: [324, 1705, 422, 1715]
cinema-list: [12, 1759, 317, 1938]
article-text: ΛΟΝΔΙΝΟΝ, 14. (Ρώυτερ).— Ώς άναγγέλλει τό γνωστόν οίκος δημοπρασιών, άνεκαλύφθη ένας πίναξ τού Ραφαήλ, ό όποίος είναι «δίδυμος» πρός έναν άλλον πίνακα τού ιδίου ζωγράφου ό όποίος εύρίσκεται είς τό Λούβρον. Ό πίναξ άξίζει περίπου ένα έκατομμύριον λίρας.: [1164, 358, 1385, 439]
section-subtitle: Έπαρχιών: [324, 1934, 401, 1950]
headline-line: 11 ΟΙ ΤΡΑΥΜΑΤΙΑΙ: [856, 220, 1147, 303]
headline-line: είς τολμηροτάτας περιπτύξεις: [867, 1711, 1135, 1733]
article-text: ΚΑΒΑΛΑ: «Σπασμένα όνειρα». ΔΡΑΜΑ: «Ή κόρη τού βουνού». ΣΕΡΡΑΙ: «Ό νόμος τής ερήμου».: [324, 1953, 491, 1988]
section-banner-radio: Τό ραδιόφωνον: [324, 52, 491, 104]
article-text: ΛΑΡΙΣΑ, 14.— Σύγκρουσις μοτοποδηλάτου καί φορτηγού αύτοκινήτου σημειώθη είς τήν έθνικήν όδόν Λαρίσης - Τρικάλων, μέ άποτέλεσμα νά φονευθή ό έργάτης Χρήστος Σταματόπουλος, έτών 22.: [1005, 493, 1157, 574]
cinema-entry: ΣΥΝΕΧΕΙΑ ΤΗΣ 21ΗΣ ΣΕΛ.: [12, 1759, 150, 1770]
article-text: Μέ ευδοκίμον ανακηρύχθησαν πτυχιούχοι τής Ίατρικής Σχολής τού Πανεπιστημίου Θεσσαλονίκης οί κ.κ. Γεώργιος Μαυρίδης, Κωνσταντίνος Παπαδόπουλος, Άναστάσιος Καραγιάννης, Ίωάννης Τσολάκης καί Δημήτριος Κουτσούρης. Ανεκηρύχθη διδάκτωρ τής Νομικής Σχολής ό κ. Στέφανος Παπανικολάου μέ τόν βαθμόν «Άριστα».: [168, 1058, 317, 1198]
headline-line: είς κέντρα άκολασίας: [869, 1057, 1134, 1086]
phone-row: [324, 1727, 491, 1738]
column-rule: [494, 49, 495, 2044]
article-text: ΚΑΒΑΛΑ, 14.— Άγνωστοι διαρρήκται είσήλθον είς τήν οικίαν τής Σοφίας Π. καί άφήρεσαν έκ τού συρταρίου 25.000 δραχμάς.: [1164, 1249, 1385, 1284]
cinema-entry: ΟΛΥΜΠΙΟΝ (Πλατεία Άριστοτέλους): «Ή κυρία μέ τό σκύλο».: [168, 1845, 317, 1879]
phone-number: 91-213: [459, 1694, 491, 1704]
article-text: Ο διευθυντής συμβολαίου καί οί ύπάλληλοι τής Έταιρείας εύχαριστούν θερμώς όλους όσοι παρευρέθησαν είς τήν κηδείαν τού άειμνήστου συναδέλφου των καί συνεπόνεσαν είς τήν βαρυτάτην θλίψιν των.: [168, 1498, 317, 1591]
article-text: ΛΑΡΙΣΑ, 14.— Σύγκρουσις μοτοποδηλάτου καί φορτηγού αύτοκινήτου σημειώθη είς τήν έθνικήν όδόν Λαρίσης - Τρικάλων, μέ άποτέλεσμα νά φονευθή ό έργάτης Χρήστος Σταματόπουλος, έτών 22.: [1005, 580, 1157, 662]
story-kicker: Δύο ιατροί είς Νότιον Βιετνάμ: [885, 2119, 1118, 2137]
coin-price: 281.00: [808, 1633, 839, 1643]
phone-row: [324, 1651, 491, 1663]
story-subhead: Ήρχισαν άπό τά πεζοδρόμια άλλά τά έγκατέλειψαν λόγω ψυχρολουσίου.— Ό όχλος ό ίταλικός καύσων...: [860, 1772, 1143, 1827]
story-title: ΛΙΜΕΝΙΚΟΙ ΔΙΕΣΩΣΑΝ ΕΚ ΒΕΒΑΙΟΥ ΠΝΙΓΜΟΥ ΑΛΛΟΔΑΠΟΝ ΤΟΥΡΙΣΤΑΝ: [1185, 1055, 1364, 1080]
story-kicker: ΕΙΣ ΤΟ ΒΕΛΓΙΟΝ: [1236, 90, 1313, 101]
phone-number: 72-801: [459, 1596, 491, 1606]
photo-title: ΟΡΚΩΜΟΣΙΑ ΝΕΩΝ ΠΤΥΧΙΟΥΧΩΝ ΤΗΣ Ο.Π.Ε.: [12, 47, 298, 81]
story-title: ΑΙΦΝΙΔΙΟΣ ΘΑΝΑΤΟΣ ΕΙΣ ΤΗΝ ΔΡΑΜΑΝ: [1175, 1295, 1374, 1307]
section-banner-mellontes: Μελλοντες γάμοι: [168, 495, 317, 539]
article-text: Μέ ευδοκίμον ανακηρύχθησαν πτυχιούχοι τής Ίατρικής Σχολής τού Πανεπιστημίου Θεσσαλονίκης οί κ.κ. Γεώργιος Μαυρίδης, Κωνσταντίνος Παπαδόπουλος, Άναστάσιος Καραγιάννης, Ίωάννης Τσολάκης καί Δημήτριος Κουτσούρης. Ανεκηρύχθη διδάκτωρ τής Νομικής Σχολής ό κ. Στέφανος Παπανικολάου μέ τόν βαθμόν «Άριστα».: [168, 800, 317, 940]
story-kicker: ΝΕΑΙ ΚΟΛΛΕΞΙΟΝ: [1234, 539, 1315, 549]
article-text: ΑΟΚΕΡΕΝ, Βέλγιον, 14. (Ύπηρ. Τύπος).— Πέντε λεωφορείον τής έταιρείας λεωφορείων συνεκρούσθη μέ φορτηγόν αύτοκίνητον καί άπό τήν σύγκρουσιν έφονεύθησαν πέντε άτομα, ένώ άλλα τέσσαρα έτραυματίσθησαν σοβαρώς.: [1164, 222, 1385, 291]
headline-4: [846, 2137, 1157, 2231]
article-text: Ο διευθυντής συμβολαίου καί οί ύπάλληλοι τής Έταιρείας εύχαριστούν θερμώς όλους όσοι παρευρέθησαν είς τήν κηδείαν τού άειμνήστου συναδέλφου των καί συνεπόνεσαν είς τήν βαρυτάτην θλίψιν των.: [12, 1481, 161, 1574]
coin-name: Ελβετικαί: [672, 1655, 716, 1665]
story-kicker: Είς Θεσσαλονίκην καί ύπαιθρον: [871, 47, 1132, 65]
phone-row: [324, 1705, 491, 1716]
section-banner-ekdromai: Εύδρομαί: [498, 849, 665, 876]
article-text: ΦΛΩΡΕΝΤΙΑ, 14. (Ρώυτερ).— Ό ίταλικός καύσων ώθησε δύο νέους Δανούς, ένα νεαρόν άνδρα καί μίαν νεαράν, είς μίαν άσυνήθιστον πράξιν: Άπεγυμνώθησαν έν μέσω τής όδού καί έπεδόθησαν είς περιπτύξεις ένώπιον πλήθους περιέργων. Ή άστυνομία, καλεσθείσα, τούς συνέλαβε καί τούς ώδήγησεν είς τό τμήμα.: [1005, 1972, 1157, 2101]
program-title: Α΄ ΠΡΟΓΡΑΜΜΑ: [324, 125, 405, 137]
story-subhead: ΚΑΙ ΑΙ ΠΡΟΣΦΕΡΟΜΕΝΑΙ ΝΕΑΙ: [893, 1124, 1109, 1141]
article-text: Ο κ. Σπύρος Δ. Στεφάνου καί ή δεσποινίς Ν. Ρούσσου, φαρμακοποιός, έτελέσαν τούς άρραβώνας των τήν 11ην Ίουλίου. Ο κ. Δημήτριος Ε. Χριστοφόρου καί ή δ. Λουλούδα Β. Παναγιώτου, άτε έκ της Βεροίας, ετέλεσαν τούς άρραβώνας των.: [168, 690, 317, 794]
article-text: ΑΘΗΝΑΙ, 14.— Τό Ελληνικόν Έρυθρόν Σταυρόν άπέστειλε βοήθειαν είς τούς πλημμυροπαθείς τής Ρουμανίας, άποτελουμένην άπό φάρμακα, τρόφιμα καί ρουχισμόν.: [1164, 904, 1385, 961]
cinema-entry: ΡΟΞΥ (Δελφών): «Ό ήλιος δύει στό Κιλιμάντζαρο».: [168, 1817, 317, 1839]
publication-text: ΕΙΣ ΒΙΒΛΙΟΘΗΚΗΝ ΤΗΣ ΒΟΡ. ΕΛΛΑΔΟΣ: Κυκλοφόρησε τό νέον τεύχος τής «Μακεδονικής Ζωής» μέ πλουσίαν ύλην. ΤΟ «ΒΙΒΛΙΟΝ ΤΗΣ ΕΒΔΟΜΑΔΟΣ»: Ή νέα έκδοσις τού Δήμου Θεσσαλονίκης περί τής ιστορίας τής πόλεως.: [672, 1506, 839, 1587]
story-title: Η «ΠΡΑΒΔΑ» ΚΑΤΗΓΟΡΕΙ ΤΗΝ ΒΟΝΝΗΝ ΔΙ' ΑΣΥΝΕΠΕΙΑΝ: [1165, 726, 1384, 751]
phone-name: Συκιές: [324, 1727, 354, 1736]
story-title: ΤΟ ΥΠΟΠΤΟΝ ΜΠΑΡ: [1034, 1297, 1128, 1308]
section-subtitle: Νέοι έπιστήμονες: [12, 659, 147, 676]
article-text: Μέ τρείς νεκρούς καί ένδεκα τραυματίας έκλεισεν τό τελευταίον 24ωρον άπό πλευράς τροχαίων δυστυχημάτων, είς τήν Θεσσαλονίκην καί τήν ύπαιθρον. Είς τήν Θεσσαλονίκην τραυματίσθησαν: Ό Χρ. Νικολαΐδης, έτών 26, παρασυρθείς ύπό αύτοκινήτου είς τήν όδόν Έγνατίας. Ή Μαρία Κωνσταντίνου, έτών 45, ένώ διέσχιζε τήν όδόν Τσιμισκή. Ό Νικόλαος Παπαδόπουλος, έτών 19, οδηγός μοτοποδηλάτου.: [846, 771, 998, 958]
phone-row: [324, 1695, 491, 1706]
phone-name: Πανόραμα: [324, 1694, 371, 1704]
church-title: ΠΑΝΗΓΥΡΙΣ ΙΕΡΟΥ ΝΑΟΥ ΑΓΙΑΣ ΜΑΡΙΝΗΣ ΚΑΙ ΤΟΥΜΠΑ: [507, 648, 655, 670]
phone-name: Αγίας Σοφίας: [324, 1607, 385, 1617]
racing-text: 1η ΙΠΠΟΔΡΟΜΙΑ 1.000 μ.: 1) Θέμις 54. 2) Άργώ 52. 3) Ρεζέντα 51. 2α ΙΠΠΟΔΡΟΜΙΑ 1.200 μ.: 1) Μαρίνα 56. 2) Κασσάνδρα 53. 3) Πολυάνθη 52. 3η ΙΠΠΟΔΡΟΜΙΑ 1.400 μ.: 1) Νεράιδα 55. 2) Ζέφυρος 54. 3) Άλκυών 51. 4η ΙΠΠΟΔΡΟΜΙΑ 1.600 μ.: 1) Ελπίς 57. 2) Θύελλα 54. 3) Ανδρομάχη 52.: [672, 554, 840, 659]
headline-3: [846, 1657, 1157, 1762]
obituary-text: Τόν προσφιλή μας σύζυγον, πατέρα καί πάππον ΑΝΤΩΝΙΟΝ ΖΑΡΡΑΝ έτών 67 θανόντα χθές κηδεύομεν σήμερον 10 π.μ. έκ τού οίκου μας. Παρακαλούμεν όπως παρακολουθήσητε τήν κηδείαν. Ή σύζυγος, τά τέκνα, τά έγγόνια.: [324, 1847, 491, 1928]
article-text: ΔΡΑΜΑ, 14.— Ή κομμώτρια Μαρία Κ., έτών 22, άπεπειράθη νά αύτοκτονήση λαβούσα δόσιν ύπνωτικών. Μετεφέρθη είς τό νοσοκομείον, όπου διασώθη.: [1164, 1166, 1385, 1212]
racing-text: 1η ΙΠΠΟΔΡΟΜΙΑ 1.000 μ.: 1) Θέμις 54. 2) Άργώ 52. 3) Ρεζέντα 51. 2α ΙΠΠΟΔΡΟΜΙΑ 1.200 μ.: 1) Μαρίνα 56. 2) Κασσάνδρα 53. 3) Πολυάνθη 52. 3η ΙΠΠΟΔΡΟΜΙΑ 1.400 μ.: 1) Νεράιδα 55. 2) Ζέφυρος 54. 3) Άλκυών 51. 4η ΙΠΠΟΔΡΟΜΙΑ 1.600 μ.: 1) Ελπίς 57. 2) Θύελλα 54. 3) Ανδρομάχη 52.: [672, 666, 840, 770]
article-text: Ο διευθυντής συμβολαίου καί οί ύπάλληλοι τής Έταιρείας εύχαριστούν θερμώς όλους όσοι παρευρέθησαν είς τήν κηδείαν τού άειμνήστου συναδέλφου των καί συνεπόνεσαν είς τήν βαρυτάτην θλίψιν των.: [12, 1352, 161, 1445]
section-subtitle: Οί έργαζόμενοι είς τό ξενοδοχείον: [15, 1451, 158, 1478]
article-text: ΚΟΖΑΝΗ, 14.— Είς τό χωρίον Χρώμιον Κοζάνης, γεωργικός έλκυστήρ, όδηγούμενος ύπό τού Ίωάννου Μπιζούλη, άνετράπη, μέ άποτέλεσμα νά φονευθή ό έπιβαίνων Άνδρέας Γρηγορίου.: [1005, 403, 1157, 472]
cinema-entry: ΑΧΙΛΛΕΙΟΝ (Αγ. Σοφίας): «Τά κορίτσια τής Ζυρίχης».: [168, 1759, 317, 1782]
section-banner-ippodromia: Ίπποδρομίαι: [672, 397, 839, 424]
phone-name: Άκροπόλεως: [324, 1618, 379, 1628]
excursion-text: ΤΗΣ «ΕΛΛΗΝΙΚΗΣ ΠΕΡΙΗΓΗΤΙΚΗΣ ΛΕΣΧΗΣ»: Κυριακή 16 Ίουλίου εκδρομή είς Χαλκιδικήν. Άναχώρησις 7 π.μ. άπό τήν πλατείαν Αριστοτέλους. Πληροφορίαι είς τά γραφεία τής Λέσχης. ΤΟΥ «ΟΜΙΛΟΥ ΦΙΛΩΝ ΥΠΑΙΘΡΟΥ»: Έκδρομή είς Όλυμπον. ΤΗΣ «ΕΝΩΣΕΩΣ ΕΣΤΙΑΣ»: Έκδρομή είς Νέον Μαρμαρά.: [498, 1435, 665, 1562]
publication-text: ΕΙΣ ΒΙΒΛΙΟΘΗΚΗΝ ΤΗΣ ΒΟΡ. ΕΛΛΑΔΟΣ: Κυκλοφόρησε τό νέον τεύχος τής «Μακεδονικής Ζωής» μέ πλουσίαν ύλην. ΤΟ «ΒΙΒΛΙΟΝ ΤΗΣ ΕΒΔΟΜΑΔΟΣ»: Ή νέα έκδοσις τού Δήμου Θεσσαλονίκης περί τής ιστορίας τής πόλεως.: [672, 1418, 839, 1500]
column-5: [846, 47, 1157, 2570]
article-text: ΣΑΪΓΚΟΝ, 14. (Ρώυτερ).— Στρατιωτικοί ιατροί τού άμερικανικού νοσοκομείου ένήργησαν δραματικήν έγχείρισιν έπί στρατιώτου, είς τόν βραχίονα τού οποίου είχεν ένσφηνωθή μή έκραγέν βλήμα. Οί ιατροί έφόρεσαν θώρακας καί κράνη διά λόγους άσφαλείας. Ή έγχείρισις έπέτυχε πλήρως.: [846, 2441, 998, 2570]
headline-line: μέ...θώρακας καί κράνη: [856, 2200, 1147, 2229]
article-text: ΣΑΪΓΚΟΝ, 14. (Ρώυτερ).— Στρατιωτικοί ιατροί τού άμερικανικού νοσοκομείου ένήργησαν δραματικήν έγχείρισιν έπί στρατιώτου, είς τόν βραχίονα τού οποίου είχεν ένσφηνωθή μή έκραγέν βλήμα. Οί ιατροί έφόρεσαν θώρακας καί κράνη διά λόγους άσφαλείας. Ή έγχείρισις έπέτυχε πλήρως.: [1005, 2441, 1157, 2570]
article-text: Μέ ευδοκίμον ανακηρύχθησαν πτυχιούχοι τής Ίατρικής Σχολής τού Πανεπιστημίου Θεσσαλονίκης οί κ.κ. Γεώργιος Μαυρίδης, Κωνσταντίνος Παπαδόπουλος, Άναστάσιος Καραγιάννης, Ίωάννης Τσολάκης καί Δημήτριος Κουτσούρης. Ανεκηρύχθη διδάκτωρ τής Νομικής Σχολής ό κ. Στέφανος Παπανικολάου μέ τόν βαθμόν «Άριστα».: [168, 1352, 317, 1492]
cinema-entry: ΑΘΗΝΑΙΟΝ (Έγνατίας): «Ό κατάσκοπος πού ήλθε από τό κρύο».: [12, 1845, 161, 1879]
photo-title: ΩΡΚΙΣΘΗΣΑΝ ΤΕΣΣΑΡΕΣ ΝΕΟΙ ΤΟΠΟΓΡΑΦΟΙ: [498, 47, 815, 62]
article-text: ΡΩΜΗ, 14. (Ύπηρ. Τύπος).— Ή γνωστή ίταλίς σχεδιάστρια μόδας Γκαλιτζίνε παρουσίασε τήν νέαν κολλεξιόν της, έμπνευσμένην άπό τό ένδυμα τών Κινέζων μανδαρίνων, μέ μεταξωτά κιμονό καί φούστες σχιστές.: [1164, 594, 1385, 652]
price-row: [672, 1656, 839, 1667]
section-banner-kinimatografoi: ΟΙ ΚΙΝΗΜΑΤΟΓΡΑΦΟΙ: [12, 1717, 317, 1754]
section-banner-kideiai: Κηδείαι: [324, 1180, 491, 1209]
section-subtitle: ΤΟΥ ΣΑΒΒΑΤΟΥ: [718, 887, 793, 898]
section-subtitle: ΣΗΜΕΡΟΝ: [731, 429, 780, 439]
headline-line: δι' έκλεκτούς πελάτας: [866, 1026, 1137, 1054]
article-text: ΣΑΪΓΚΟΝ, 14. (Ρώυτερ).— Στρατιωτικοί ιατροί τού άμερικανικού νοσοκομείου ένήργησαν δραματικήν έγχείρισιν έπί στρατιώτου, είς τόν βραχίονα τού οποίου είχεν ένσφηνωθή μή έκραγέν βλήμα. Οί ιατροί έφόρεσαν θώρακας καί κράνη διά λόγους άσφαλείας. Ή έγχείρισις έπέτυχε πλήρως.: [846, 2307, 998, 2435]
phone-name: Χαριλάου: [324, 1749, 366, 1758]
racing-text: Ό λεσχιακός τού ίπποδρόμου τού Σαββάτου είχε ώς έξής: ΕΠΑΘΛΟΝ ΠΑΝΤΕΛΙΟΥ 1.400 μ.: Νικητής ό Φλοίσβος, δεύτερη ή Σαλώμη. ΕΠΑΘΛΟΝ ΡΟΔΟΥ 1.600 μ.: Νικητής ό Ίάσων. ΕΠΑΘΛΟΝ ΠΕΡΙΚΛΕΟΥΣ 1.800 μ.: Νικήτρια ή Ίφιγένεια.: [672, 1101, 839, 1194]
phone-number: 22-433: [459, 1716, 491, 1726]
story-kicker: Ζεύγος Δανών είς Φλωρεντίαν: [885, 1640, 1118, 1657]
price-row: [672, 1644, 839, 1656]
section-banner-taxi: ΤΗΛΕΦΩΝΑ ΤΑΞΙ: [324, 1564, 491, 1591]
headline-main: [846, 67, 1157, 303]
coin-price: 249.00: [808, 1666, 839, 1676]
price-row: [672, 1666, 839, 1677]
headline-line: Ενήργησαν έγχείρησιν: [860, 2138, 1143, 2166]
photo-caption: Ένώπιον τού άντιπρυτάνεως κ. Μυλιώτη καί τού κοσμήτορος τής σχολής κ. Βεληνόγλου ώρκίσθησαν οί νέοι πτυχιούχοι τών πολιτικών καί οικονομικών έπιστημών Άλέκα Βλουκάκη καί Θεοχ. Ρίζος. Είς τήν φωτογραφίαν οί νέοι πτυχιούχοι τών οίκονομικών έπιστημών ένώπιον τής Σχολής.: [12, 421, 317, 477]
